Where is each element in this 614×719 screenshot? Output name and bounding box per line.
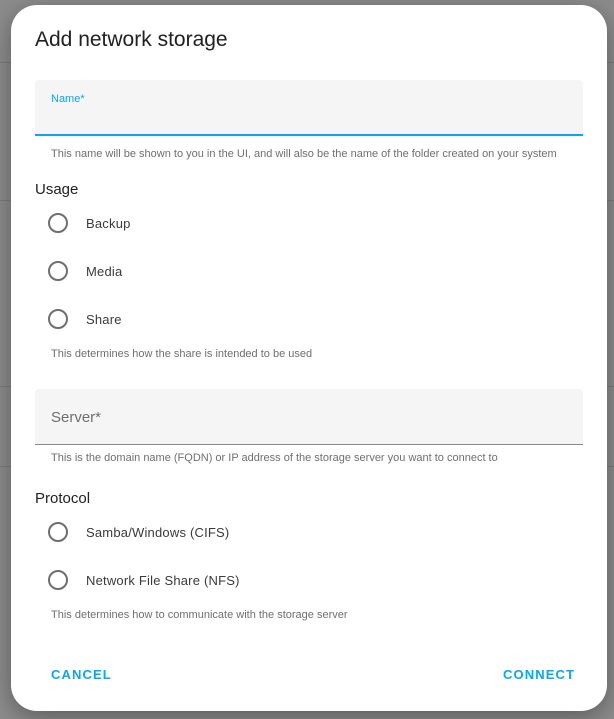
radio-unchecked-icon[interactable] [48,570,68,590]
server-field[interactable] [35,389,583,445]
protocol-heading: Protocol [35,490,91,507]
usage-helper-text: This determines how the share is intended to be used [51,348,313,360]
protocol-option-nfs[interactable] [48,568,240,592]
name-helper-text: This name will be shown to you in the UI, and will also be the name of the folder created on your system [51,148,557,160]
usage-option-media[interactable] [48,259,122,283]
protocol-option-cifs[interactable] [48,520,229,544]
server-helper-text: This is the domain name (FQDN) or IP address of the storage server you want to connect to [51,452,498,464]
server-field-label: Server* [51,409,102,426]
cancel-button[interactable]: CANCEL [51,667,112,682]
add-network-storage-dialog [11,5,607,711]
usage-option-label: Media [86,263,123,279]
usage-option-label: Share [86,311,122,327]
radio-unchecked-icon[interactable] [48,213,68,233]
protocol-option-label: Network File Share (NFS) [86,572,240,588]
radio-unchecked-icon[interactable] [48,261,68,281]
protocol-option-label: Samba/Windows (CIFS) [86,524,230,540]
usage-option-label: Backup [86,215,131,231]
usage-option-backup[interactable] [48,211,131,235]
name-input[interactable] [51,108,571,130]
radio-unchecked-icon[interactable] [48,309,68,329]
connect-button[interactable]: CONNECT [503,667,575,682]
usage-option-share[interactable] [48,307,122,331]
usage-heading: Usage [35,181,79,198]
dialog-title: Add network storage [35,28,228,51]
name-field-label: Name* [51,93,85,105]
name-field[interactable] [35,80,583,136]
radio-unchecked-icon[interactable] [48,522,68,542]
protocol-helper-text: This determines how to communicate with the storage server [51,609,348,621]
